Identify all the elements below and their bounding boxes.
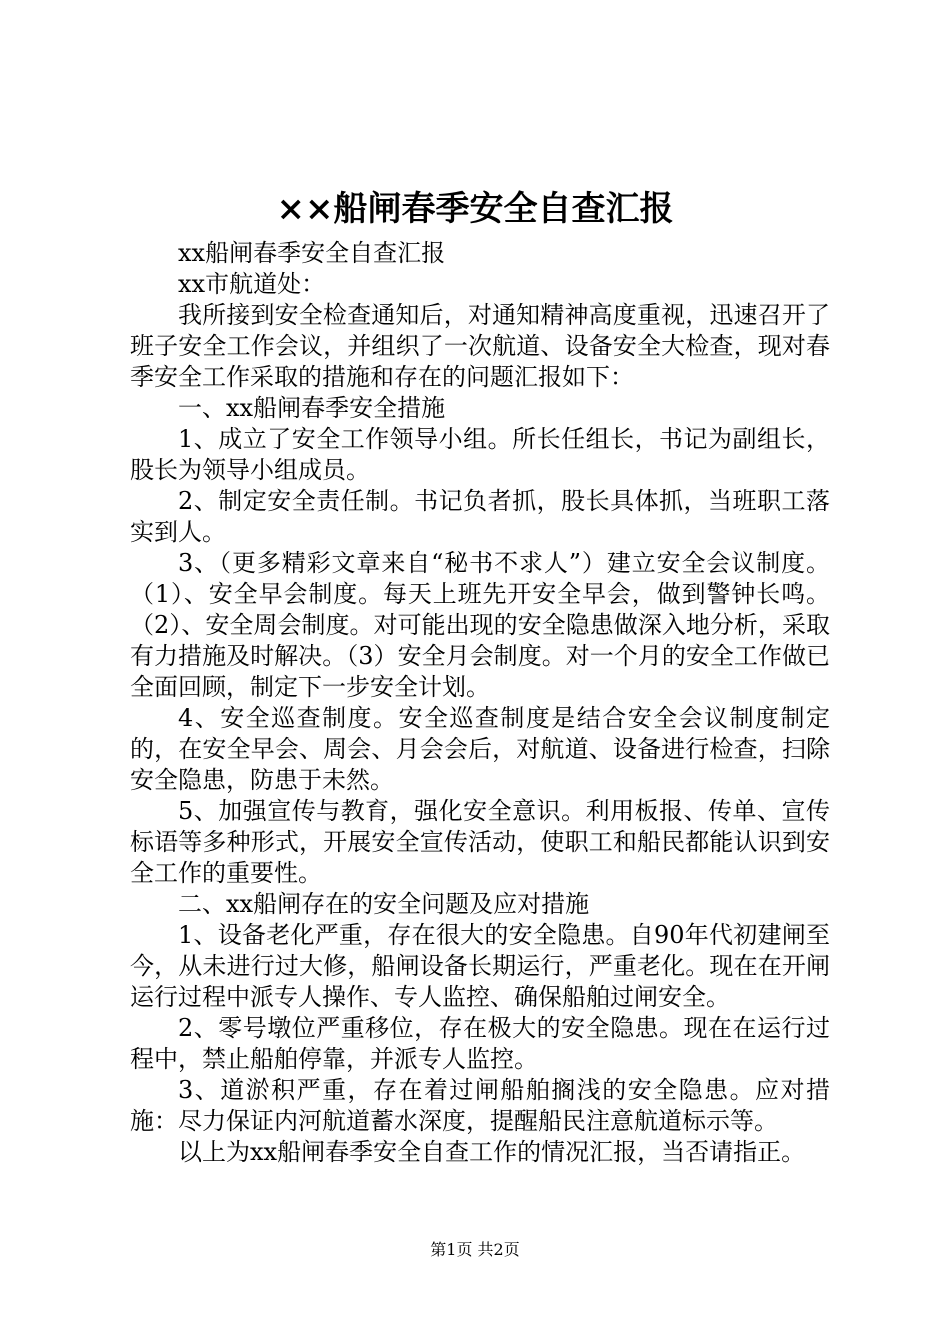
paragraph-measure-1: 1、成立了安全工作领导小组。所长任组长，书记为副组长，股长为领导小组成员。 xyxy=(130,425,830,484)
paragraph-measure-5: 5、加强宣传与教育，强化安全意识。利用板报、传单、宣传标语等多种形式，开展安全宣传活动，使职工和船民都能认识到安全工作的重要性。 xyxy=(130,797,830,887)
paragraph-measure-4: 4、安全巡查制度。安全巡查制度是结合安全会议制度制定的，在安全早会、周会、月会会后，对航道、设备进行检查，扫除安全隐患，防患于未然。 xyxy=(130,704,830,794)
paragraph-measure-2: 2、制定安全责任制。书记负者抓，股长具体抓，当班职工落实到人。 xyxy=(130,487,830,546)
paragraph-heading-repeat: xx船闸春季安全自查汇报 xyxy=(178,239,446,267)
document-body xyxy=(130,238,830,1168)
paragraph-problem-2: 2、零号墩位严重移位，存在极大的安全隐患。现在在运行过程中，禁止船舶停靠，并派专人监控。 xyxy=(130,1014,830,1073)
section-heading-2: 二、xx船闸存在的安全问题及应对措施 xyxy=(178,890,590,918)
paragraph-closing: 以上为xx船闸春季安全自查工作的情况汇报，当否请指正。 xyxy=(178,1138,806,1166)
paragraph-measure-3: 3、（更多精彩文章来自“秘书不求人”）建立安全会议制度。（1）、安全早会制度。每天上班先开安全早会，做到警钟长鸣。（2）、安全周会制度。对可能出现的安全隐患做深入地分析，采取有力措施及时解决。（3）安全月会制度。对一个月的安全工作做已全面回顾，制定下一步安全计划。 xyxy=(130,549,830,701)
paragraph-addressee: xx市航道处： xyxy=(178,270,326,298)
paragraph-problem-3: 3、道淤积严重，存在着过闸船舶搁浅的安全隐患。应对措施：尽力保证内河航道蓄水深度，提醒船民注意航道标示等。 xyxy=(130,1076,830,1135)
section-heading-1: 一、xx船闸春季安全措施 xyxy=(178,394,446,422)
paragraph-problem-1: 1、设备老化严重，存在很大的安全隐患。自90年代初建闸至今，从未进行过大修，船闸设备长期运行，严重老化。现在在开闸运行过程中派专人操作、专人监控、确保船舶过闸安全。 xyxy=(130,921,830,1011)
paragraph-intro: 我所接到安全检查通知后，对通知精神高度重视，迅速召开了班子安全工作会议，并组织了一次航道、设备安全大检查，现对春季安全工作采取的措施和存在的问题汇报如下： xyxy=(130,301,830,391)
page-footer: 第1页 共2页 xyxy=(430,1240,520,1259)
document-title: ××船闸春季安全自查汇报 xyxy=(276,189,674,229)
